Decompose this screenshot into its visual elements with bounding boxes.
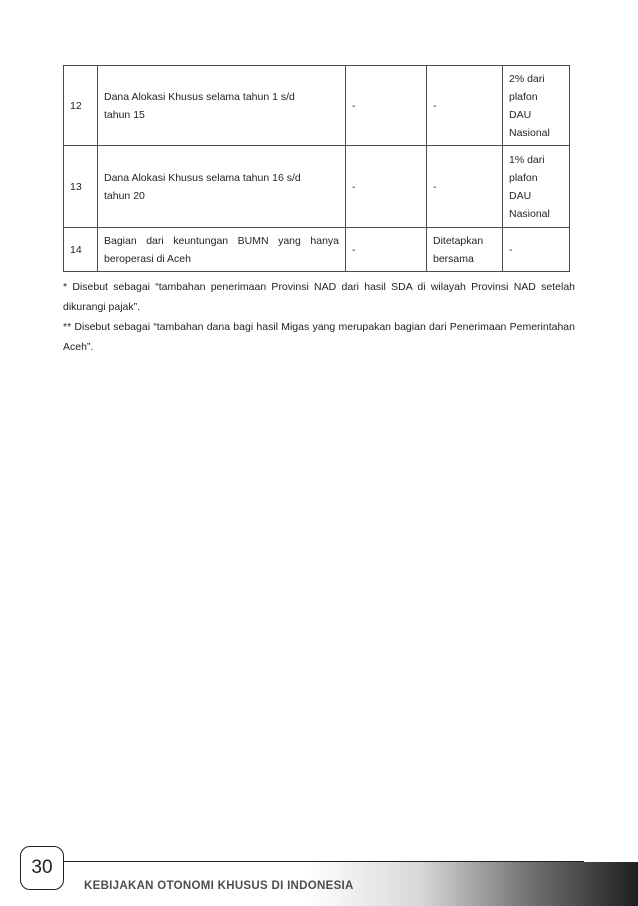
table-footnotes bbox=[63, 277, 575, 357]
row-number: 14 bbox=[64, 228, 98, 272]
table-row bbox=[64, 228, 570, 272]
cell-value-c bbox=[503, 146, 570, 228]
cell-line: Ditetapkan bbox=[433, 234, 484, 247]
cell-line: plafon bbox=[509, 171, 538, 184]
row-description bbox=[98, 228, 346, 272]
description-line: tahun 15 bbox=[104, 108, 145, 121]
footnote-double-asterisk: ** Disebut sebagai “tambahan dana bagi hasil Migas yang merupakan bagian dari Penerimaan Pemerintahan Aceh”. bbox=[63, 321, 575, 353]
cell-value-a: - bbox=[346, 228, 427, 272]
cell-value-b: - bbox=[427, 146, 503, 228]
description-line: tahun 20 bbox=[104, 189, 145, 202]
cell-line: DAU bbox=[509, 108, 532, 121]
cell-line: Nasional bbox=[509, 126, 550, 139]
description-line: Dana Alokasi Khusus selama tahun 1 s/d bbox=[104, 90, 295, 103]
book-title: KEBIJAKAN OTONOMI KHUSUS DI INDONESIA bbox=[84, 880, 354, 892]
cell-value-a: - bbox=[346, 146, 427, 228]
revenue-table bbox=[63, 65, 570, 272]
table-row bbox=[64, 66, 570, 146]
description-line: beroperasi di Aceh bbox=[104, 252, 191, 265]
cell-value-a: - bbox=[346, 66, 427, 146]
description-line: Bagian dari keuntungan BUMN yang hanya bbox=[104, 234, 339, 247]
cell-value-b bbox=[427, 228, 503, 272]
page-number: 30 bbox=[31, 857, 53, 878]
row-description bbox=[98, 146, 346, 228]
cell-line: DAU bbox=[509, 189, 532, 202]
row-number: 13 bbox=[64, 146, 98, 228]
page-number-badge bbox=[20, 846, 64, 890]
row-description bbox=[98, 66, 346, 146]
cell-line: Nasional bbox=[509, 207, 550, 220]
footer-rule bbox=[64, 861, 584, 862]
footnote-single-asterisk: * Disebut sebagai “tambahan penerimaan Provinsi NAD dari hasil SDA di wilayah Provinsi NAD setelah dikurangi pajak”. bbox=[63, 281, 575, 313]
table-row bbox=[64, 146, 570, 228]
cell-line: plafon bbox=[509, 90, 538, 103]
description-line: Dana Alokasi Khusus selama tahun 16 s/d bbox=[104, 171, 301, 184]
cell-line: 1% dari bbox=[509, 153, 545, 166]
cell-value-c bbox=[503, 66, 570, 146]
cell-value-b: - bbox=[427, 66, 503, 146]
row-number: 12 bbox=[64, 66, 98, 146]
cell-line: bersama bbox=[433, 252, 474, 265]
cell-line: 2% dari bbox=[509, 72, 545, 85]
cell-value-c: - bbox=[503, 228, 570, 272]
